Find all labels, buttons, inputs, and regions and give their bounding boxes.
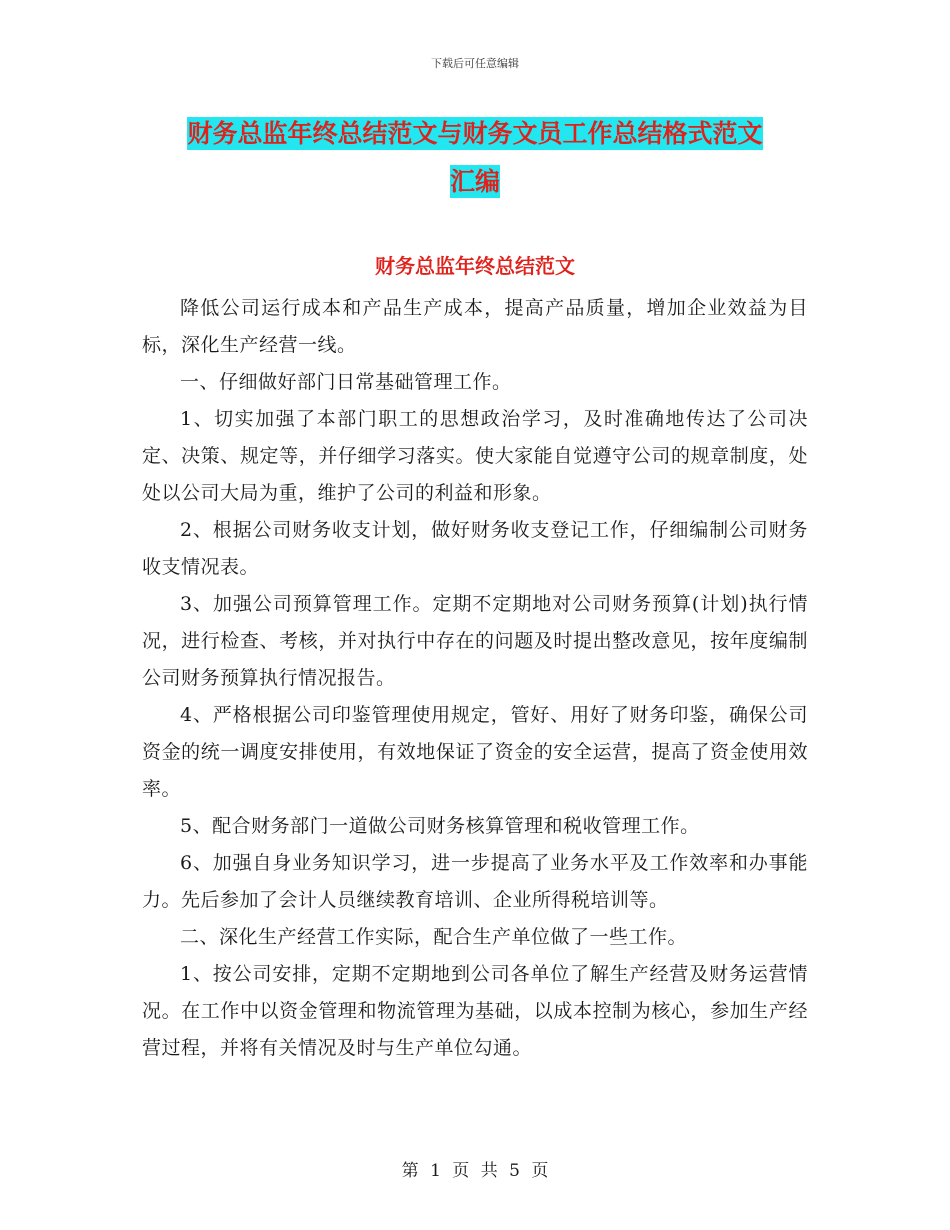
paragraph: 降低公司运行成本和产品生产成本，提高产品质量，增加企业效益为目标，深化生产经营一线。: [142, 297, 808, 356]
paragraph: 2、根据公司财务收支计划，做好财务收支登记工作，仔细编制公司财务收支情况表。: [142, 519, 808, 578]
document-title: [140, 110, 810, 206]
paragraph: 4、严格根据公司印鉴管理使用规定，管好、用好了财务印鉴，确保公司资金的统一调度安排使用，有效地保证了资金的安全运营，提高了资金使用效率。: [142, 704, 808, 800]
paragraph: 1、切实加强了本部门职工的思想政治学习，及时准确地传达了公司决定、决策、规定等，并仔细学习落实。使大家能自觉遵守公司的规章制度，处处以公司大局为重，维护了公司的利益和形象。: [142, 408, 808, 504]
paragraph: 1、按公司安排，定期不定期地到公司各单位了解生产经营及财务运营情况。在工作中以资金管理和物流管理为基础，以成本控制为核心，参加生产经营过程，并将有关情况及时与生产单位勾通。: [142, 963, 808, 1059]
document-body: [142, 290, 808, 1067]
paragraph: 二、深化生产经营工作实际，配合生产单位做了一些工作。: [180, 926, 688, 948]
section-title: 财务总监年终总结范文: [375, 254, 575, 278]
paragraph: 6、加强自身业务知识学习，进一步提高了业务水平及工作效率和办事能力。先后参加了会计人员继续教育培训、企业所得税培训等。: [142, 852, 808, 911]
page-footer: 第 1 页 共 5 页: [401, 1161, 549, 1181]
title-line-2: 汇编: [449, 167, 500, 196]
header-note: 下载后可任意编辑: [431, 57, 519, 70]
paragraph: 3、加强公司预算管理工作。定期不定期地对公司财务预算(计划)执行情况，进行检查、考核，并对执行中存在的问题及时提出整改意见，按年度编制公司财务预算执行情况报告。: [142, 593, 808, 689]
paragraph: 一、仔细做好部门日常基础管理工作。: [180, 371, 512, 393]
paragraph: 5、配合财务部门一道做公司财务核算管理和税收管理工作。: [180, 815, 700, 837]
title-line-1: 财务总监年终总结范文与财务文员工作总结格式范文: [187, 119, 763, 148]
